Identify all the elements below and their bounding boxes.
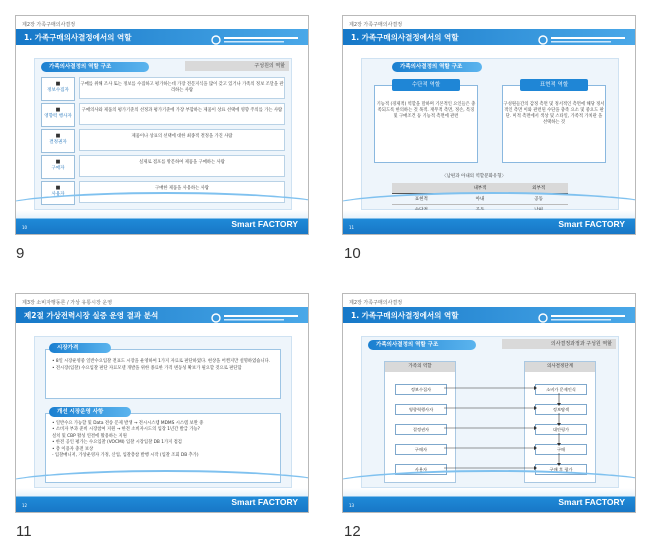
stage-item: 정보탐색 — [535, 404, 587, 415]
slide-breadcrumb: 제2장 가족구매의사결정 — [22, 22, 76, 28]
slide-title: 1. 가족구매의사결정에서의 역할 — [351, 33, 459, 42]
slide-footer — [16, 210, 308, 234]
person-icon: ■ — [55, 81, 61, 87]
role-icon-box — [41, 77, 75, 101]
company-logo-icon — [537, 31, 629, 43]
section-pill: 가족의사결정의 역할 구조 — [392, 62, 482, 72]
title-band — [16, 29, 308, 45]
slide-title: 1. 가족구매의사결정에서의 역할 — [24, 33, 132, 42]
slide-number: 9 — [16, 245, 25, 262]
role-icon-box — [41, 155, 75, 179]
slide-title: 제2절 가상전력시장 실증 운영 결과 분석 — [24, 311, 159, 320]
stage-item: 소비가 문제인식 — [535, 384, 587, 395]
brand-text: Smart FACTORY — [558, 219, 625, 229]
stage-item: 구매 — [535, 444, 587, 455]
bullet-text: 설치 및 CBP 활성 연결에 활용하는 지원 — [52, 433, 127, 439]
table-cell: 공동 — [509, 194, 568, 205]
slide-content — [34, 336, 292, 488]
slide-thumbnail-12[interactable] — [342, 293, 636, 513]
column-title: 의사결정단계 — [525, 362, 595, 372]
page-number: 11 — [349, 225, 355, 230]
person-icon: ■ — [55, 133, 61, 139]
slide-content — [361, 336, 619, 488]
stage-item: 대안평가 — [535, 424, 587, 435]
bullet-text: • 총 이용자 충전 보상 — [52, 446, 94, 452]
role-text: 구성원들간의 감정 측면 및 정서적인 측면에 해당 정서적인 측면 이와 관련된 수단을 충족 요소 및 중요도 판단. 미적 측면에서 색상 및 스타일, 가족적 가치관 을 선택하는 것 — [503, 102, 605, 125]
role-description: 실제로 점포를 방문하여 제품을 구매하는 사람 — [79, 155, 285, 177]
bullet-text: • 8일 시장운영중 일반수요입찰 전표도 시장을 운영하여 1가지 자료로 판단하였다. 현상을 어쩐지만 설명하였습니다. — [52, 359, 271, 364]
slide-header — [16, 294, 308, 330]
page-number: 12 — [22, 503, 28, 508]
slide-breadcrumb: 제3장 소비자행동론 / 가상 유통시장 운영 — [22, 300, 113, 306]
column-header: 의사결정과정과 구성원 역할 — [502, 339, 616, 349]
role-description: 구매의사와 제품의 평가기준의 선정과 평가기준에 가장 부합하는 제품이 상표 선택에 영향 주의를 가는 사람 — [79, 103, 285, 125]
slide-header — [343, 16, 635, 52]
person-icon: ■ — [55, 159, 61, 165]
person-icon: ■ — [55, 185, 61, 191]
role-label: 사용자 — [51, 192, 65, 197]
role-label: 영향력 행사자 — [44, 114, 72, 119]
title-band — [16, 307, 308, 323]
role-description: 제품이나 상표의 선택에 대한 최종적 결정을 가진 사람 — [79, 129, 285, 151]
instrumental-role-head: 수단적 역할 — [392, 79, 460, 91]
table-header: 외부적 — [509, 183, 568, 194]
slide-footer — [343, 210, 635, 234]
slide-footer — [16, 488, 308, 512]
role-label: 결정권자 — [49, 140, 67, 145]
slide-footer — [343, 488, 635, 512]
role-description: 구매한 제품을 사용하는 사람 — [79, 181, 285, 203]
slide-breadcrumb: 제2장 가족구매의사결정 — [349, 22, 403, 28]
section-pill: 시장가격 — [49, 343, 111, 353]
role-row — [41, 129, 285, 151]
role-item: 구매자 — [395, 444, 447, 455]
section-pill: 가족의사결정의 역할 구조 — [368, 340, 476, 350]
slide-title: 1. 가족구매의사결정에서의 역할 — [351, 311, 459, 320]
company-logo-icon — [210, 309, 302, 321]
bullet-text: • 소비자 부과 준비 시장참여 지원 → 한전 소비자시도의 입장 1년간 발급 가능? — [52, 427, 200, 433]
role-description: 구매를 위해 조사 또는 정보를 수집하고 평가하는데 가장 전문지식을 많이 갖고 있거나 가족의 정보 조달을 관리하는 사람 — [79, 77, 285, 99]
brand-text: Smart FACTORY — [231, 219, 298, 229]
brand-text: Smart FACTORY — [231, 497, 298, 507]
slide-thumbnail-11[interactable] — [15, 293, 309, 513]
bullet-text: - 입찰매니저, 가상운영자 가정, 산업, 입찰총참 발행 시작 (입찰 조회 DB 추가) — [52, 453, 199, 459]
stage-item: 구매 후 평가 — [535, 464, 587, 475]
expressive-role-head: 표현적 역할 — [520, 79, 588, 91]
role-item: 사용자 — [395, 464, 447, 475]
connector-arrows — [362, 337, 618, 487]
role-label: 구매자 — [51, 166, 65, 171]
role-item: 결정권자 — [395, 424, 447, 435]
role-row — [41, 103, 285, 125]
section-pill: 개선 시장운영 사항 — [49, 407, 131, 417]
slide-number: 10 — [344, 245, 361, 262]
column-header: 구성원의 역할 — [185, 61, 289, 71]
role-icon-box — [41, 129, 75, 153]
slide-number: 12 — [344, 523, 361, 540]
section-pill: 가족의사결정의 역할 구조 — [41, 62, 149, 72]
company-logo-icon — [210, 31, 302, 43]
slide-content — [361, 58, 619, 210]
brand-text: Smart FACTORY — [558, 497, 625, 507]
table-caption: 〈남편과 아내의 역할분화유형〉 — [442, 174, 507, 179]
slide-header — [343, 294, 635, 330]
slide-number: 11 — [16, 523, 32, 540]
role-label: 정보수집자 — [47, 88, 69, 93]
table-cell: 표현적 — [392, 194, 451, 205]
slide-thumbnail-9[interactable] — [15, 15, 309, 235]
column-title: 가족의 역할 — [385, 362, 455, 372]
role-icon-box — [41, 103, 75, 127]
company-logo-icon — [537, 309, 629, 321]
table-header: 내부적 — [451, 183, 510, 194]
role-row — [41, 155, 285, 177]
title-band — [343, 29, 635, 45]
slide-thumbnail-10[interactable] — [342, 15, 636, 235]
page-number: 13 — [349, 503, 355, 508]
person-icon: ■ — [55, 107, 61, 113]
slide-content — [34, 58, 292, 210]
instrumental-role-box — [374, 85, 478, 163]
role-row — [41, 77, 285, 99]
market-price-box — [45, 349, 281, 399]
slide-breadcrumb: 제2장 가족구매의사결정 — [349, 300, 403, 306]
bullet-text: • 한전 공인 평가는 수요입찰 (VOCMI) 입찰 시장입찰 DB 1가지 점검 — [52, 440, 182, 446]
role-item: 영향력행사자 — [395, 404, 447, 415]
role-text: 기능적 (경제적) 역할을 말하며 기본적인 요인들은 충족되도록 한의하는 것 목적. 재무적 측면, 정손, 특징 및 구매조건 등 기능적 측면에 관련 — [376, 102, 476, 119]
table-cell: 아내 — [451, 194, 510, 205]
slide-header — [16, 16, 308, 52]
title-band — [343, 307, 635, 323]
role-item: 정보수집자 — [395, 384, 447, 395]
page-number: 10 — [22, 225, 28, 230]
bullet-text: • 일반수요 가능할 및 Data 전송 문제 발생 → 전시시스템 MDMS 시스템 보완 중 — [52, 421, 204, 426]
bullet-text: • 전시장(입찰) 수요입찰 판단 자료모델 개발을 위한 종료한 가격 변동성 확보가 필요할 것으로 판단함 — [52, 366, 242, 371]
expressive-role-box — [502, 85, 606, 163]
